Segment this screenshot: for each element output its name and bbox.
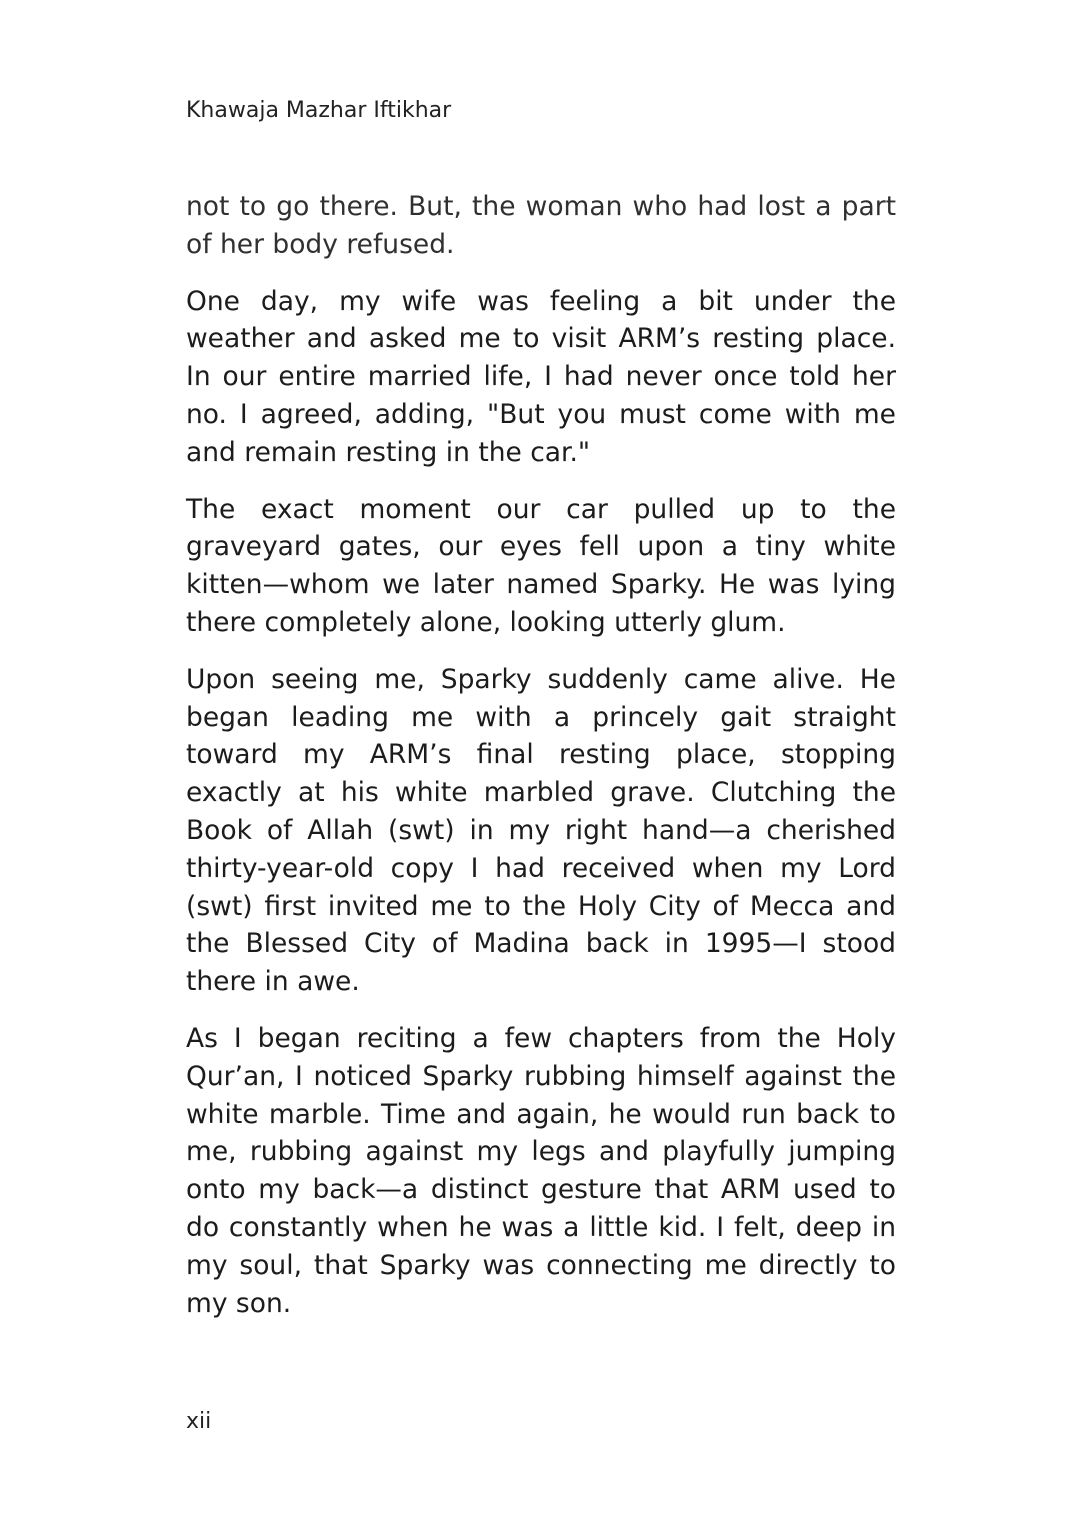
paragraph-continued: not to go there. But, the woman who had lost a part of her body refused. bbox=[186, 191, 896, 260]
body-text bbox=[186, 188, 896, 1341]
paragraph: Upon seeing me, Sparky suddenly came alive. He began leading me with a princely gait straight toward my ARM’s final resting place, stopping exactly at his white marbled grave. Clutching the Book of Allah (swt) in my right hand—a cherished thirty-year-old copy I had received when my Lord (swt) first invited me to the Holy City of Mecca and the Blessed City of Madina back in 1995—I stood there in awe. bbox=[186, 663, 896, 998]
running-header-author: Khawaja Mazhar Iftikhar bbox=[186, 98, 452, 123]
paragraph: The exact moment our car pulled up to the graveyard gates, our eyes fell upon a tiny white kitten—whom we later named Sparky. He was lying there completely alone, looking utterly glum. bbox=[186, 493, 896, 638]
paragraph: One day, my wife was feeling a bit under the weather and asked me to visit ARM’s resting place. In our entire married life, I had never once told her no. I agreed, adding, "But you must come with me and remain resting in the car." bbox=[186, 285, 896, 468]
paragraph: As I began reciting a few chapters from the Holy Qur’an, I noticed Sparky rubbing himself against the white marble. Time and again, he would run back to me, rubbing against my legs and playfully jumping onto my back—a distinct gesture that ARM used to do constantly when he was a little kid. I felt, deep in my soul, that Sparky was connecting me directly to my son. bbox=[186, 1022, 896, 1319]
page-number: xii bbox=[186, 1409, 212, 1434]
